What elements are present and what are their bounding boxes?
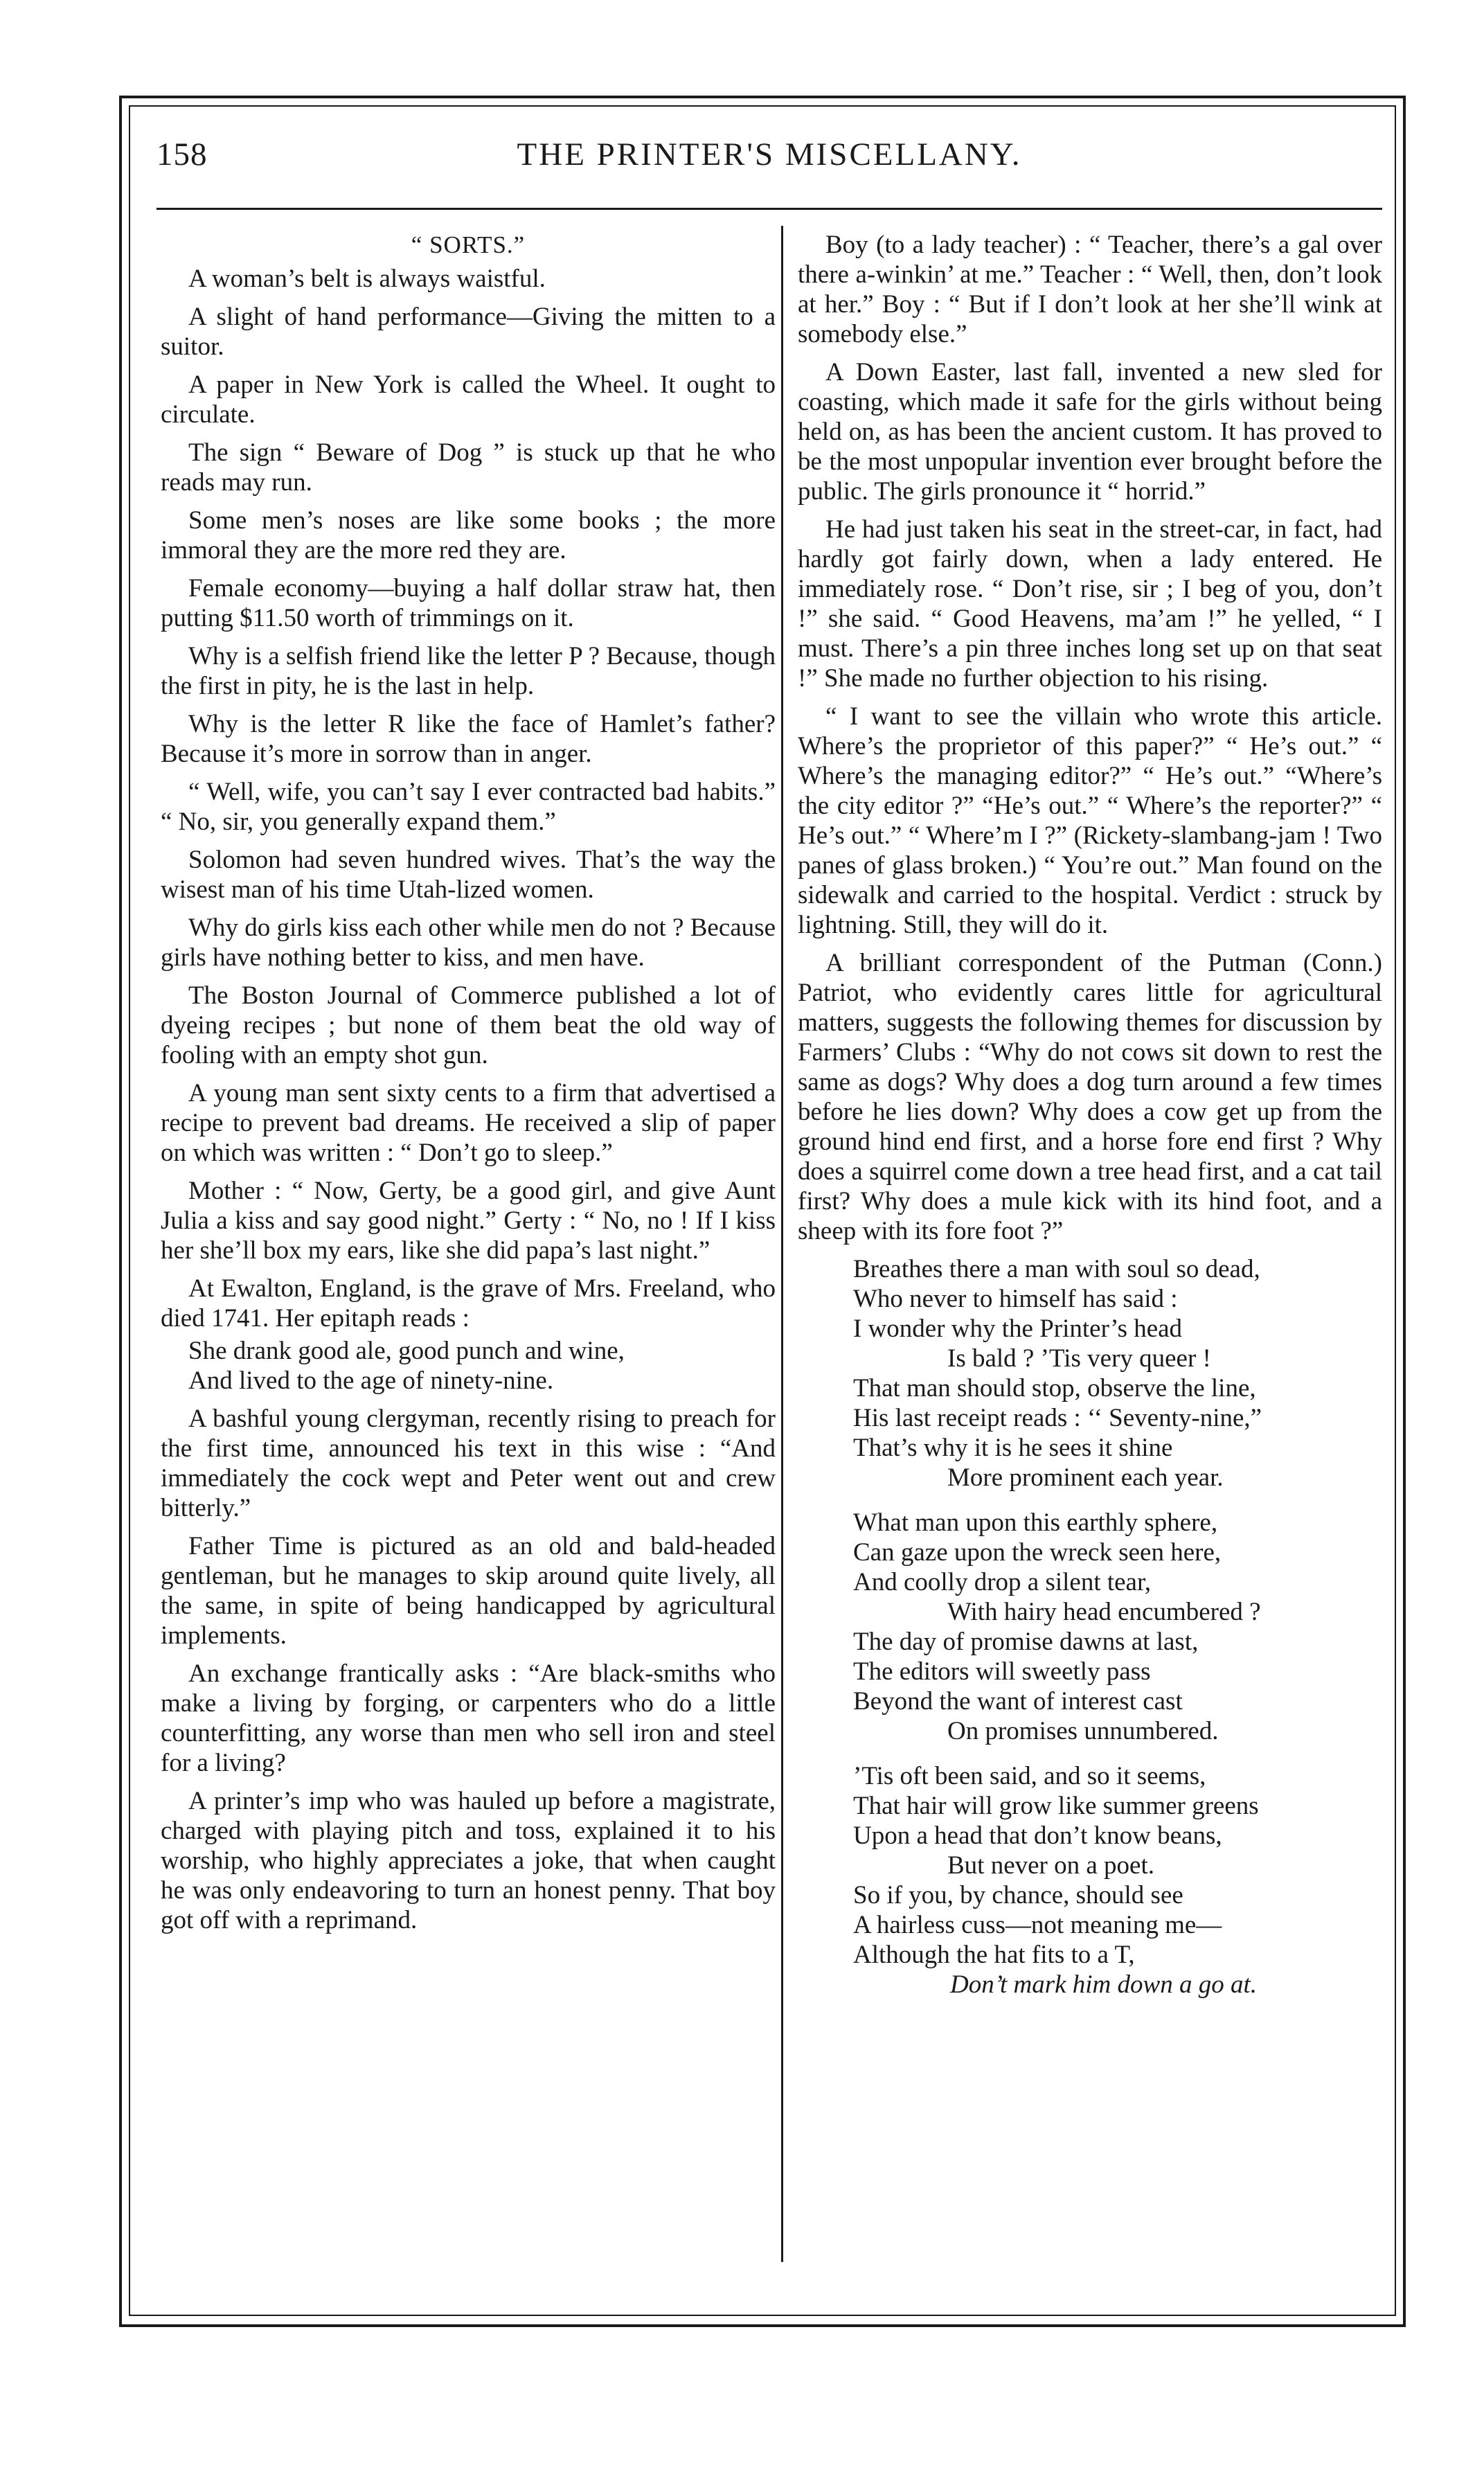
paragraph: “ Well, wife, you can’t say I ever contracted bad habits.” “ No, sir, you generally expand them.”	[161, 778, 776, 836]
poem-line: Although the hat fits to a T,	[853, 1941, 1135, 1969]
section-heading: “ SORTS.”	[411, 231, 526, 258]
poem-line: So if you, by chance, should see	[853, 1881, 1183, 1909]
poem-line: The day of promise dawns at last,	[853, 1628, 1199, 1656]
paragraph: The sign “ Beware of Dog ” is stuck up that he who reads may run.	[161, 438, 776, 497]
page-header	[157, 136, 1382, 184]
poem-line: Beyond the want of interest cast	[853, 1687, 1183, 1716]
right-column	[798, 230, 1382, 2015]
paragraph: Solomon had seven hundred wives. That’s the way the wisest man of his time Utah-lized women.	[161, 846, 776, 904]
poem-line: More prominent each year.	[947, 1463, 1224, 1492]
paragraph: Boy (to a lady teacher) : “ Teacher, there’s a gal over there a-winkin’ at me.” Teacher : “ Well, then, don’t look at her.” Boy : “ But if I don’t look at her she’ll wink at somebody else.”	[798, 231, 1382, 348]
paragraph: Why do girls kiss each other while men do not ? Because girls have nothing better to kiss, and men have.	[161, 914, 776, 972]
paragraph: Mother : “ Now, Gerty, be a good girl, and give Aunt Julia a kiss and say good night.” Gerty : “ No, no ! If I kiss her she’ll box my ears, like she did papa’s last night.”	[161, 1177, 776, 1265]
verse-line: And lived to the age of ninety-nine.	[188, 1366, 554, 1395]
poem-line: Upon a head that don’t know beans,	[853, 1822, 1222, 1850]
poem-stanza	[853, 1254, 1382, 1493]
poem-line: With hairy head encumbered ?	[947, 1598, 1261, 1626]
poem-line: Breathes there a man with soul so dead,	[853, 1255, 1260, 1283]
poem-line: That hair will grow like summer greens	[853, 1792, 1259, 1820]
paragraph: A brilliant correspondent of the Putman (Conn.) Patriot, who evidently cares little for agricultural matters, suggests the following themes for discussion by Farmers’ Clubs : “Why do not cows sit down to rest the same as dogs? Why does a dog turn around a few times before he lies down? Why does a cow get up from the ground hind end first, and a horse fore end first ? Why does a squirrel come down a tree head first, and a cat tail first? Why does a mule kick with its hind foot, and a sheep with its fore foot ?”	[798, 949, 1382, 1245]
paragraph: A paper in New York is called the Wheel. It ought to circulate.	[161, 371, 776, 429]
poem-line: On promises unnumbered.	[947, 1717, 1219, 1745]
paragraph: A slight of hand performance—Giving the mitten to a suitor.	[161, 303, 776, 361]
poem-line: That man should stop, observe the line,	[853, 1374, 1256, 1402]
paragraph: A bashful young clergyman, recently rising to preach for the first time, announced his text in this wise : “And immediately the cock wept and Peter went out and crew bitterly.”	[161, 1405, 776, 1522]
page-number: 158	[157, 136, 208, 172]
paragraph: Why is the letter R like the face of Hamlet’s father? Because it’s more in sorrow than in anger.	[161, 710, 776, 768]
poem-line: The editors will sweetly pass	[853, 1657, 1151, 1686]
paragraph: A Down Easter, last fall, invented a new sled for coasting, which made it safe for the girls without being held on, as has been the ancient custom. It has proved to be the most unpopular invention ever brought before the public. The girls pronounce it “ horrid.”	[798, 358, 1382, 506]
header-rule	[157, 208, 1382, 210]
paragraph: Why is a selfish friend like the letter P ? Because, though the first in pity, he is the last in help.	[161, 642, 776, 700]
poem-line: His last receipt reads : ‘‘ Seventy-nine,”	[853, 1404, 1262, 1432]
poem-line: What man upon this earthly sphere,	[853, 1508, 1218, 1537]
poem-line: Who never to himself has said :	[853, 1285, 1178, 1313]
poem-line: And coolly drop a silent tear,	[853, 1568, 1152, 1596]
paragraph: An exchange frantically asks : “Are black-smiths who make a living by forging, or carpenters who do a little counterfitting, any worse than men who sell iron and steel for a living?	[161, 1659, 776, 1777]
poem-line: But never on a poet.	[947, 1851, 1154, 1880]
paragraph: A young man sent sixty cents to a firm that advertised a recipe to prevent bad dreams. He received a slip of paper on which was written : “ Don’t go to sleep.”	[161, 1079, 776, 1167]
poem-stanza	[853, 1508, 1382, 1746]
paragraph: A woman’s belt is always waistful.	[188, 265, 546, 293]
verse-line: She drank good ale, good punch and wine,	[188, 1337, 625, 1365]
paragraph: Some men’s noses are like some books ; the more immoral they are the more red they are.	[161, 506, 776, 564]
poem-line: Is bald ? ’Tis very queer !	[947, 1344, 1211, 1373]
poem-line: Don’t mark him down a go at.	[950, 1970, 1257, 1999]
paragraph: A printer’s imp who was hauled up before a magistrate, charged with playing pitch and toss, explained it to his worship, who highly appreciates a joke, that when caught he was only endeavoring to turn an honest penny. That boy got off with a reprimand.	[161, 1787, 776, 1934]
paragraph: At Ewalton, England, is the grave of Mrs. Freeland, who died 1741. Her epitaph reads :	[161, 1274, 776, 1333]
paragraph: Female economy—buying a half dollar straw hat, then putting $11.50 worth of trimmings on it.	[161, 574, 776, 632]
poem-line: A hairless cuss—not meaning me—	[853, 1911, 1222, 1939]
poem-line: I wonder why the Printer’s head	[853, 1315, 1183, 1343]
paragraph: “ I want to see the villain who wrote this article. Where’s the proprietor of this paper?” “ He’s out.” “ Where’s the managing editor?” “ He’s out.” “Where’s the city editor ?” “He’s out.” “ Where’s the reporter?” “ He’s out.” “ Where’m I ?” (Rickety-slambang-jam ! Two panes of glass broken.) “ You’re out.” Man found on the sidewalk and carried to the hospital. Verdict : struck by lightning. Still, they will do it.	[798, 702, 1382, 939]
poem-line: That’s why it is he sees it shine	[853, 1434, 1173, 1462]
paragraph: The Boston Journal of Commerce published a lot of dyeing recipes ; but none of them beat the old way of fooling with an empty shot gun.	[161, 981, 776, 1069]
paragraph: He had just taken his seat in the street-car, in fact, had hardly got fairly down, when a lady entered. He immediately rose. “ Don’t rise, sir ; I beg of you, don’t !” she said. “ Good Heavens, ma’am !” he yelled, “ I must. There’s a pin three inches long set up on that seat !” She made no further objection to his rising.	[798, 515, 1382, 693]
running-title: THE PRINTER'S MISCELLANY.	[517, 136, 1022, 172]
epitaph-verse	[188, 1336, 776, 1396]
poem-line: Can gaze upon the wreck seen here,	[853, 1538, 1222, 1567]
poem-stanza	[853, 1761, 1382, 2000]
poem	[853, 1254, 1382, 2000]
paragraph: Father Time is pictured as an old and bald-headed gentleman, but he manages to skip around quite lively, all the same, in spite of being handicapped by agricultural implements.	[161, 1532, 776, 1650]
poem-line: ’Tis oft been said, and so it seems,	[853, 1762, 1206, 1790]
left-column	[161, 230, 776, 1943]
column-divider	[781, 226, 783, 2262]
